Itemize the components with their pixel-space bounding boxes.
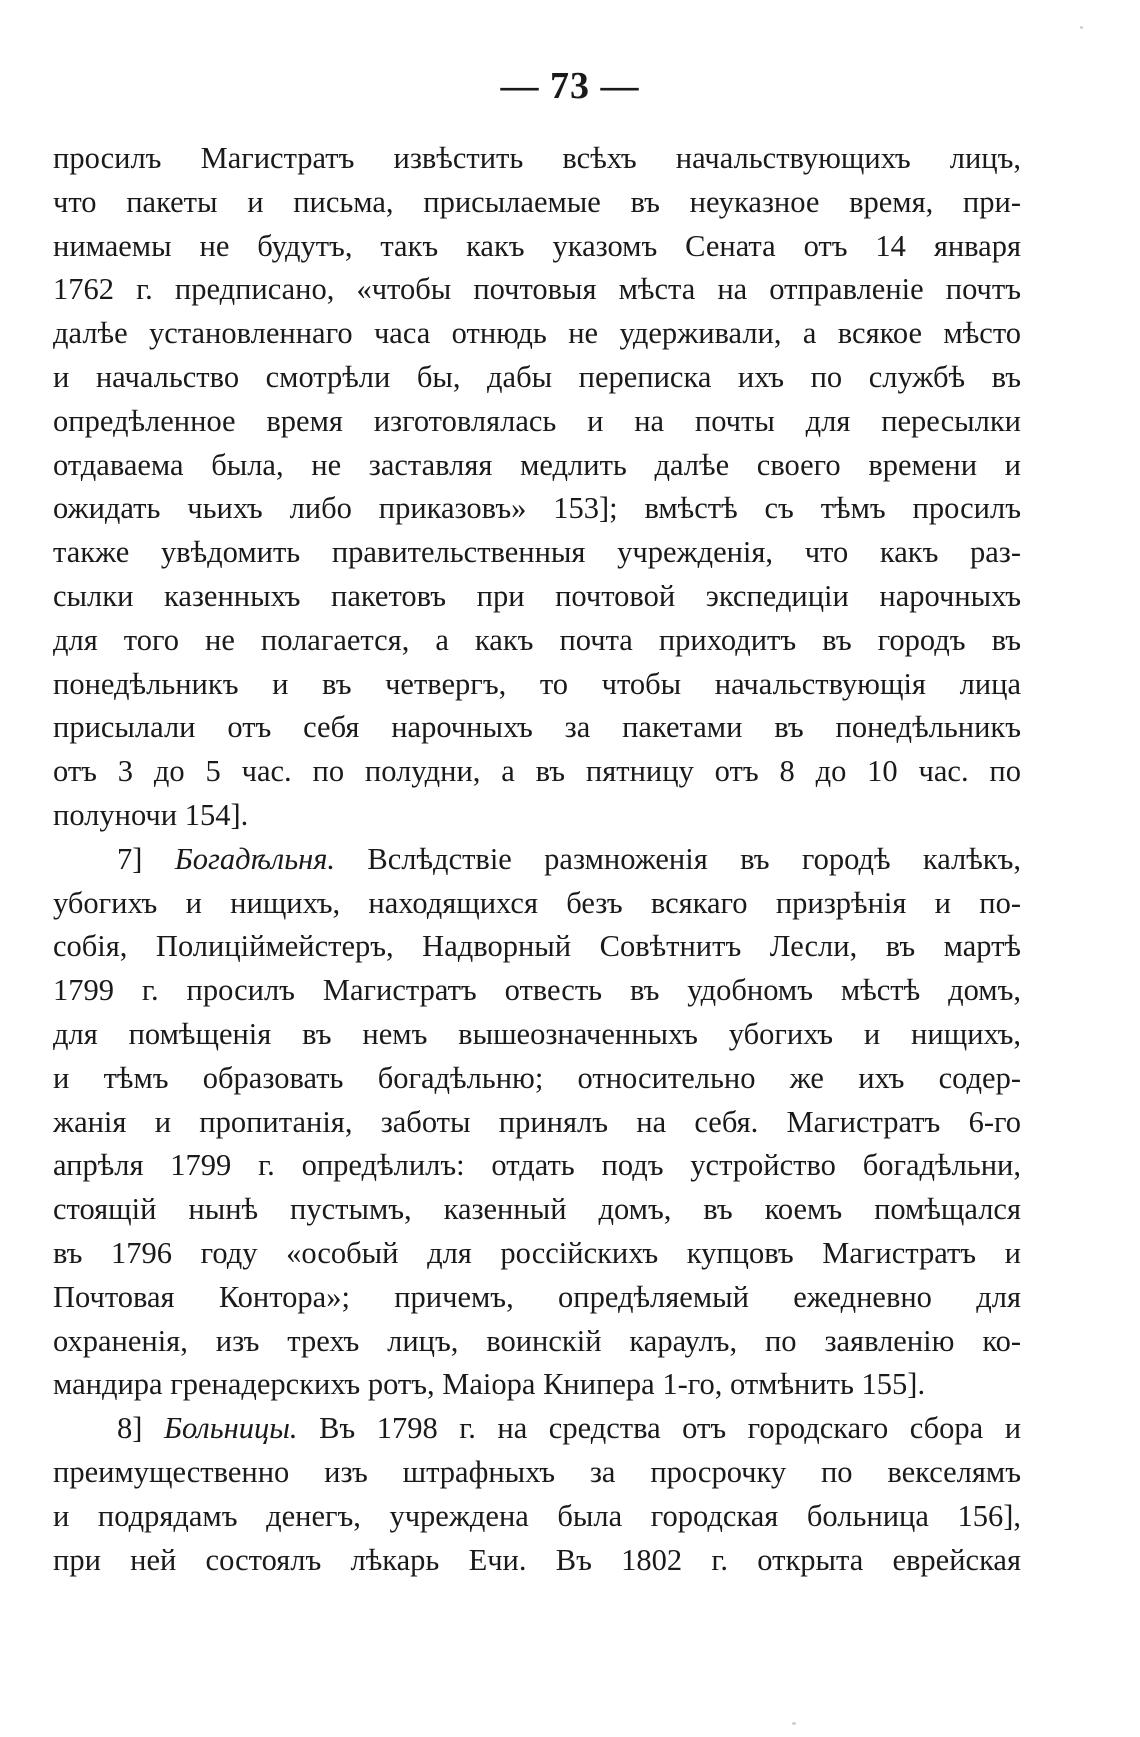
text-line: понедѣльникъ и въ четвергъ, то чтобы начальствующія лица [53,666,1021,701]
section-8-heading: Больницы. [163,1411,298,1446]
text-line: стоящій нынѣ пустымъ, казенный домъ, въ коемъ помѣщался [53,1192,1021,1227]
text-line: ожидать чьихъ либо приказовъ» 153]; вмѣстѣ съ тѣмъ просилъ [53,491,1021,526]
text-line: мандира гренадерскихъ ротъ, Маіора Книпера 1-го, отмѣнить 155]. [53,1367,926,1402]
text-line: для того не полагается, а какъ почта приходитъ въ городъ въ [53,622,1021,657]
section-8-number: 8] [117,1411,143,1446]
text-line: отдаваема была, не заставляя медлить далѣе своего времени и [53,447,1021,482]
text-line: просилъ Магистратъ извѣстить всѣхъ начальствующихъ лицъ, [53,141,1021,175]
section-8-first-line-text: Въ 1798 г. на средства отъ городскаго сбора и [319,1411,1021,1446]
text-line: 1762 г. предписано, «чтобы почтовыя мѣста на отправленіе почтъ [53,272,1021,307]
text-line: охраненія, изъ трехъ лицъ, воинскій караулъ, по заявленію ко- [53,1323,1021,1358]
text-line: нимаемы не будутъ, такъ какъ указомъ Сената отъ 14 января [53,228,1021,263]
text-line: и тѣмъ образовать богадѣльню; относительно же ихъ содер- [53,1060,1021,1095]
text-line: въ 1796 году «особый для россійскихъ купцовъ Магистратъ и [53,1235,1021,1270]
section-7-first-line-text: Вслѣдствіе размноженія въ городѣ калѣкъ, [367,841,1021,876]
section-8-first-line [53,1407,1021,1451]
text-line: при ней состоялъ лѣкарь Ечи. Въ 1802 г. открыта еврейская [53,1542,1021,1577]
text-line: сылки казенныхъ пакетовъ при почтовой экспедиціи нарочныхъ [53,578,1021,613]
text-line: для помѣщенія въ немъ вышеозначенныхъ убогихъ и нищихъ, [53,1016,1021,1051]
text-line: и начальство смотрѣли бы, дабы переписка ихъ по службѣ въ [53,359,1021,394]
section-7-heading: Богадѣльня. [174,841,336,876]
text-line: присылали отъ себя нарочныхъ за пакетами въ понедѣльникъ [53,710,1021,745]
body-text [53,137,1021,1582]
text-line: Почтовая Контора»; причемъ, опредѣляемый ежедневно для [53,1279,1021,1314]
text-line: жанія и пропитанія, заботы принялъ на себя. Магистратъ 6-го [53,1104,1021,1139]
page-number: — 73 — [500,65,640,107]
section-7-number: 7] [117,841,143,876]
paper-speck [1080,26,1083,29]
text-line: собія, Полиціймейстеръ, Надворный Совѣтнитъ Лесли, въ мартѣ [53,929,1021,964]
text-line: далѣе установленнаго часа отнюдь не удерживали, а всякое мѣсто [53,316,1021,351]
text-line: также увѣдомить правительственныя учрежденія, что какъ раз- [53,535,1021,570]
text-line: и подрядамъ денегъ, учреждена была городская больница 156], [53,1498,1021,1533]
text-line: преимущественно изъ штрафныхъ за просрочку по векселямъ [53,1454,1021,1489]
text-line: 1799 г. просилъ Магистратъ отвесть въ удобномъ мѣстѣ домъ, [53,973,1021,1008]
text-line: апрѣля 1799 г. опредѣлилъ: отдать подъ устройство богадѣльни, [53,1148,1021,1183]
text-line: полуночи 154]. [53,797,249,832]
text-line: опредѣленное время изготовлялась и на почты для пересылки [53,403,1021,438]
text-line: что пакеты и письма, присылаемые въ неуказное время, при- [53,184,1021,219]
text-line: отъ 3 до 5 час. по полудни, а въ пятницу отъ 8 до 10 час. по [53,754,1021,789]
section-7-first-line [53,838,1021,882]
text-line: убогихъ и нищихъ, находящихся безъ всякаго призрѣнія и по- [53,885,1021,920]
paper-speck [792,1722,796,1725]
